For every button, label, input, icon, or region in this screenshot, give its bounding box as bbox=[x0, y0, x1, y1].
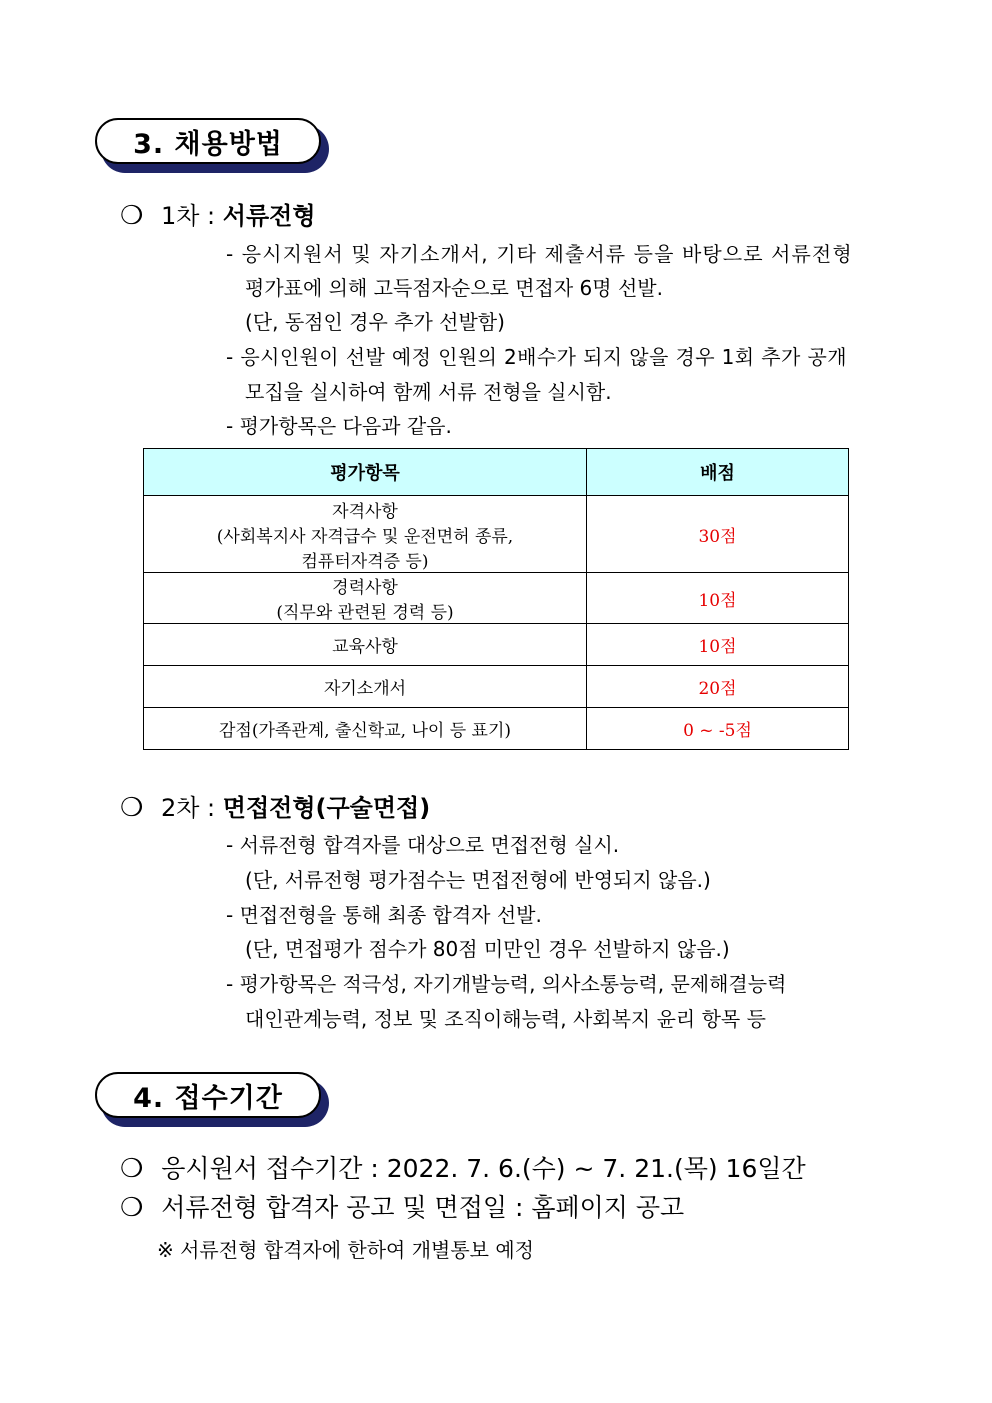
round2-heading-main: 면접전형(구술면접) bbox=[222, 794, 431, 822]
table-header-row bbox=[144, 449, 849, 496]
row-score: 20점 bbox=[587, 666, 849, 708]
round1-heading bbox=[120, 196, 316, 231]
table-row bbox=[144, 666, 849, 708]
round1-heading-prefix: 1차 : bbox=[160, 202, 223, 230]
item-text: 자격사항 bbox=[332, 501, 398, 522]
round1-line-5: 모집을 실시하여 함께 서류 전형을 실시함. bbox=[245, 380, 612, 404]
item-text: 컴퓨터자격증 등) bbox=[301, 551, 429, 572]
item-text: (직무와 관련된 경력 등) bbox=[276, 603, 454, 623]
section4-title: 4. 접수기간 bbox=[95, 1072, 321, 1118]
round1-line-3: (단, 동점인 경우 추가 선발함) bbox=[245, 310, 505, 334]
circle-bullet-icon: ❍ bbox=[120, 793, 144, 823]
row-score: 30점 bbox=[587, 496, 849, 573]
header-score: 배점 bbox=[587, 449, 849, 496]
item-text: 경력사항 bbox=[332, 578, 398, 598]
circle-bullet-icon: ❍ bbox=[120, 201, 144, 231]
round2-line-4: (단, 면접평가 점수가 80점 미만인 경우 선발하지 않음.) bbox=[245, 937, 730, 961]
round2-line-2: (단, 서류전형 평가점수는 면접전형에 반영되지 않음.) bbox=[245, 868, 711, 892]
row-score: 0 ~ -5점 bbox=[587, 708, 849, 750]
circle-bullet-icon: ❍ bbox=[120, 1193, 144, 1223]
round1-line-2: 평가표에 의해 고득점자순으로 면접자 6명 선발. bbox=[245, 276, 663, 300]
table-row bbox=[144, 708, 849, 750]
round1-line-6: - 평가항목은 다음과 같음. bbox=[226, 414, 452, 438]
table-row bbox=[144, 573, 849, 624]
section3-title-pill bbox=[95, 118, 325, 170]
section4-title-pill bbox=[95, 1072, 325, 1124]
row-item: 교육사항 bbox=[144, 624, 587, 666]
circle-bullet-icon: ❍ bbox=[120, 1154, 144, 1184]
round1-heading-main: 서류전형 bbox=[222, 202, 316, 230]
section4-note: ※ 서류전형 합격자에 한하여 개별통보 예정 bbox=[157, 1238, 534, 1262]
evaluation-table bbox=[143, 448, 849, 750]
row-item: 감점(가족관계, 출신학교, 나이 등 표기) bbox=[144, 708, 587, 750]
round2-line-6: 대인관계능력, 정보 및 조직이해능력, 사회복지 윤리 항목 등 bbox=[245, 1007, 766, 1031]
round2-heading-prefix: 2차 : bbox=[160, 794, 223, 822]
round2-heading bbox=[120, 788, 430, 823]
table-row bbox=[144, 624, 849, 666]
round1-line-4: - 응시인원이 선발 예정 인원의 2배수가 되지 않을 경우 1회 추가 공개 bbox=[226, 345, 847, 369]
table-row bbox=[144, 496, 849, 573]
round2-line-3: - 면접전형을 통해 최종 합격자 선발. bbox=[226, 903, 542, 927]
section4-item-text: 응시원서 접수기간 : 2022. 7. 6.(수) ~ 7. 21.(목) 16일간 bbox=[161, 1154, 806, 1183]
row-score: 10점 bbox=[587, 573, 849, 624]
section4-item-text: 서류전형 합격자 공고 및 면접일 : 홈페이지 공고 bbox=[161, 1193, 685, 1222]
header-item: 평가항목 bbox=[144, 449, 587, 496]
row-score: 10점 bbox=[587, 624, 849, 666]
row-item: 자기소개서 bbox=[144, 666, 587, 708]
section3-title: 3. 채용방법 bbox=[95, 118, 321, 164]
round2-line-5: - 평가항목은 적극성, 자기개발능력, 의사소통능력, 문제해결능력 bbox=[226, 972, 787, 996]
round2-line-1: - 서류전형 합격자를 대상으로 면접전형 실시. bbox=[226, 833, 620, 857]
section4-item-1 bbox=[120, 1149, 806, 1185]
section4-item-2 bbox=[120, 1188, 684, 1224]
round1-line-1: - 응시지원서 및 자기소개서, 기타 제출서류 등을 바탕으로 서류전형 bbox=[226, 242, 853, 266]
item-text: (사회복지사 자격급수 및 운전면허 종류, bbox=[216, 526, 514, 547]
row-item bbox=[144, 573, 587, 624]
row-item bbox=[144, 496, 587, 573]
